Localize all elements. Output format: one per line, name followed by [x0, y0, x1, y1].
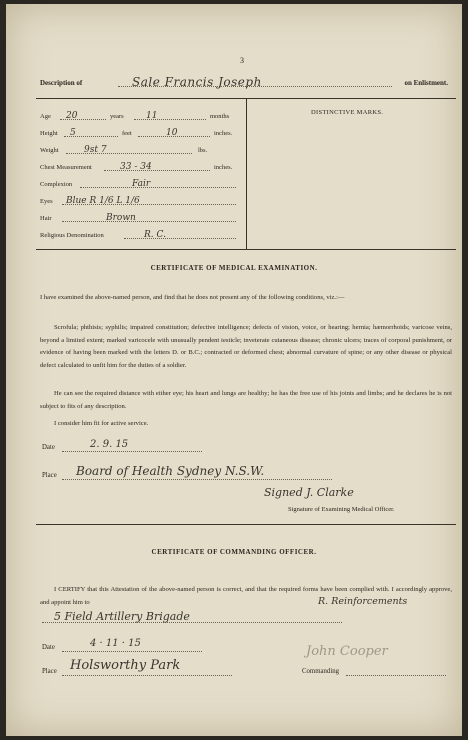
- weight-unit: lbs.: [198, 147, 208, 154]
- chest-value: 33 - 34: [120, 162, 152, 172]
- height-inches-value: 10: [166, 128, 178, 138]
- commanding-appoint-value: 5 Field Artillery Brigade: [54, 610, 190, 623]
- weight-label: Weight: [40, 147, 59, 154]
- medical-place-label: Place: [42, 472, 57, 479]
- physical-description-box: [36, 98, 456, 250]
- commanding-para-1: I CERTIFY that this Attestation of the above-named person is correct, and that the required forms have been complied with. I accordingly approve, and appoint him to: [40, 586, 452, 606]
- height-label: Height: [40, 130, 58, 137]
- religion-label: Religious Denomination: [40, 232, 104, 239]
- medical-title: CERTIFICATE OF MEDICAL EXAMINATION.: [150, 264, 318, 272]
- hair-row: [40, 211, 240, 223]
- description-row: [40, 75, 448, 89]
- complexion-row: [40, 177, 240, 189]
- chest-row: [40, 160, 240, 172]
- commanding-date-value: 4 · 11 · 15: [90, 638, 141, 649]
- attestation-page: [6, 4, 462, 736]
- section-divider: [36, 524, 456, 525]
- height-feet-value: 5: [70, 128, 76, 138]
- chest-unit: inches.: [214, 164, 233, 171]
- medical-para-2: Scrofula; phthisis; syphilis; impaired constitution; defective intelligence; defects of vision, voice, or hearing; hernia; hæmorrhoids; varicose veins, beyond a limited extent; marked varicocele with unusually pendent testicle; inveterate cutaneous disease; chronic ulcers; traces of corporal punishment, or evidence of having been marked with the letters D. or B.C.; contracted or deformed chest; abnormal curvature of spine; or any other disease or physical defect calculated to unfit him for the duties of a soldier.: [40, 324, 452, 369]
- commanding-title: CERTIFICATE OF COMMANDING OFFICER.: [151, 548, 317, 556]
- description-tail: on Enlistment.: [404, 79, 448, 87]
- weight-value: 9st 7: [84, 145, 107, 155]
- height-row: [40, 126, 240, 138]
- medical-para-3: He can see the required distance with either eye; his heart and lungs are healthy; he has the free use of his joints and limbs; and he declares he is not subject to fits of any description.: [40, 390, 452, 410]
- commanding-label: Commanding: [302, 668, 340, 675]
- commanding-place-label: Place: [42, 668, 57, 675]
- box-divider: [246, 99, 247, 249]
- hair-value: Brown: [106, 213, 136, 223]
- commanding-officer-signature: John Cooper: [306, 644, 388, 659]
- commanding-place-value: Holsworthy Park: [70, 658, 181, 673]
- medical-signature-caption: Signature of Examining Medical Officer.: [288, 506, 395, 513]
- age-label: Age: [40, 113, 51, 120]
- weight-row: [40, 143, 240, 155]
- height-inches-unit: inches.: [214, 130, 233, 137]
- medical-officer-signature: Signed J. Clarke: [264, 486, 354, 499]
- eyes-value: Blue R 1/6 L 1/6: [66, 196, 140, 206]
- religion-value: R. C.: [144, 230, 166, 240]
- religion-row: [40, 228, 240, 240]
- medical-date-value: 2. 9. 15: [90, 439, 129, 450]
- medical-date-label: Date: [42, 444, 55, 451]
- medical-para-1: I have examined the above-named person, and find that he does not present any of the following conditions, viz.:—: [40, 294, 345, 301]
- chest-label: Chest Measurement: [40, 164, 92, 171]
- commanding-appoint-value-2: R. Reinforcements: [318, 596, 408, 607]
- age-months-value: 11: [146, 111, 158, 121]
- height-feet-unit: feet: [122, 130, 132, 137]
- age-months-unit: months: [210, 113, 230, 120]
- complexion-value: Fair: [132, 179, 151, 189]
- page-number: 3: [240, 56, 244, 65]
- commanding-date-label: Date: [42, 644, 55, 651]
- complexion-label: Complexion: [40, 181, 73, 188]
- description-label: Description of: [40, 79, 83, 87]
- medical-place-value: Board of Health Sydney N.S.W.: [76, 464, 265, 478]
- distinctive-marks-title: DISTINCTIVE MARKS.: [311, 109, 384, 116]
- age-row: [40, 109, 240, 121]
- description-value: Sale Francis Joseph: [132, 75, 262, 89]
- age-years-unit: years: [110, 113, 124, 120]
- eyes-label: Eyes: [40, 198, 53, 205]
- hair-label: Hair: [40, 215, 52, 222]
- medical-para-4: I consider him fit for active service.: [54, 420, 149, 427]
- age-years-value: 20: [66, 111, 78, 121]
- eyes-row: [40, 194, 240, 206]
